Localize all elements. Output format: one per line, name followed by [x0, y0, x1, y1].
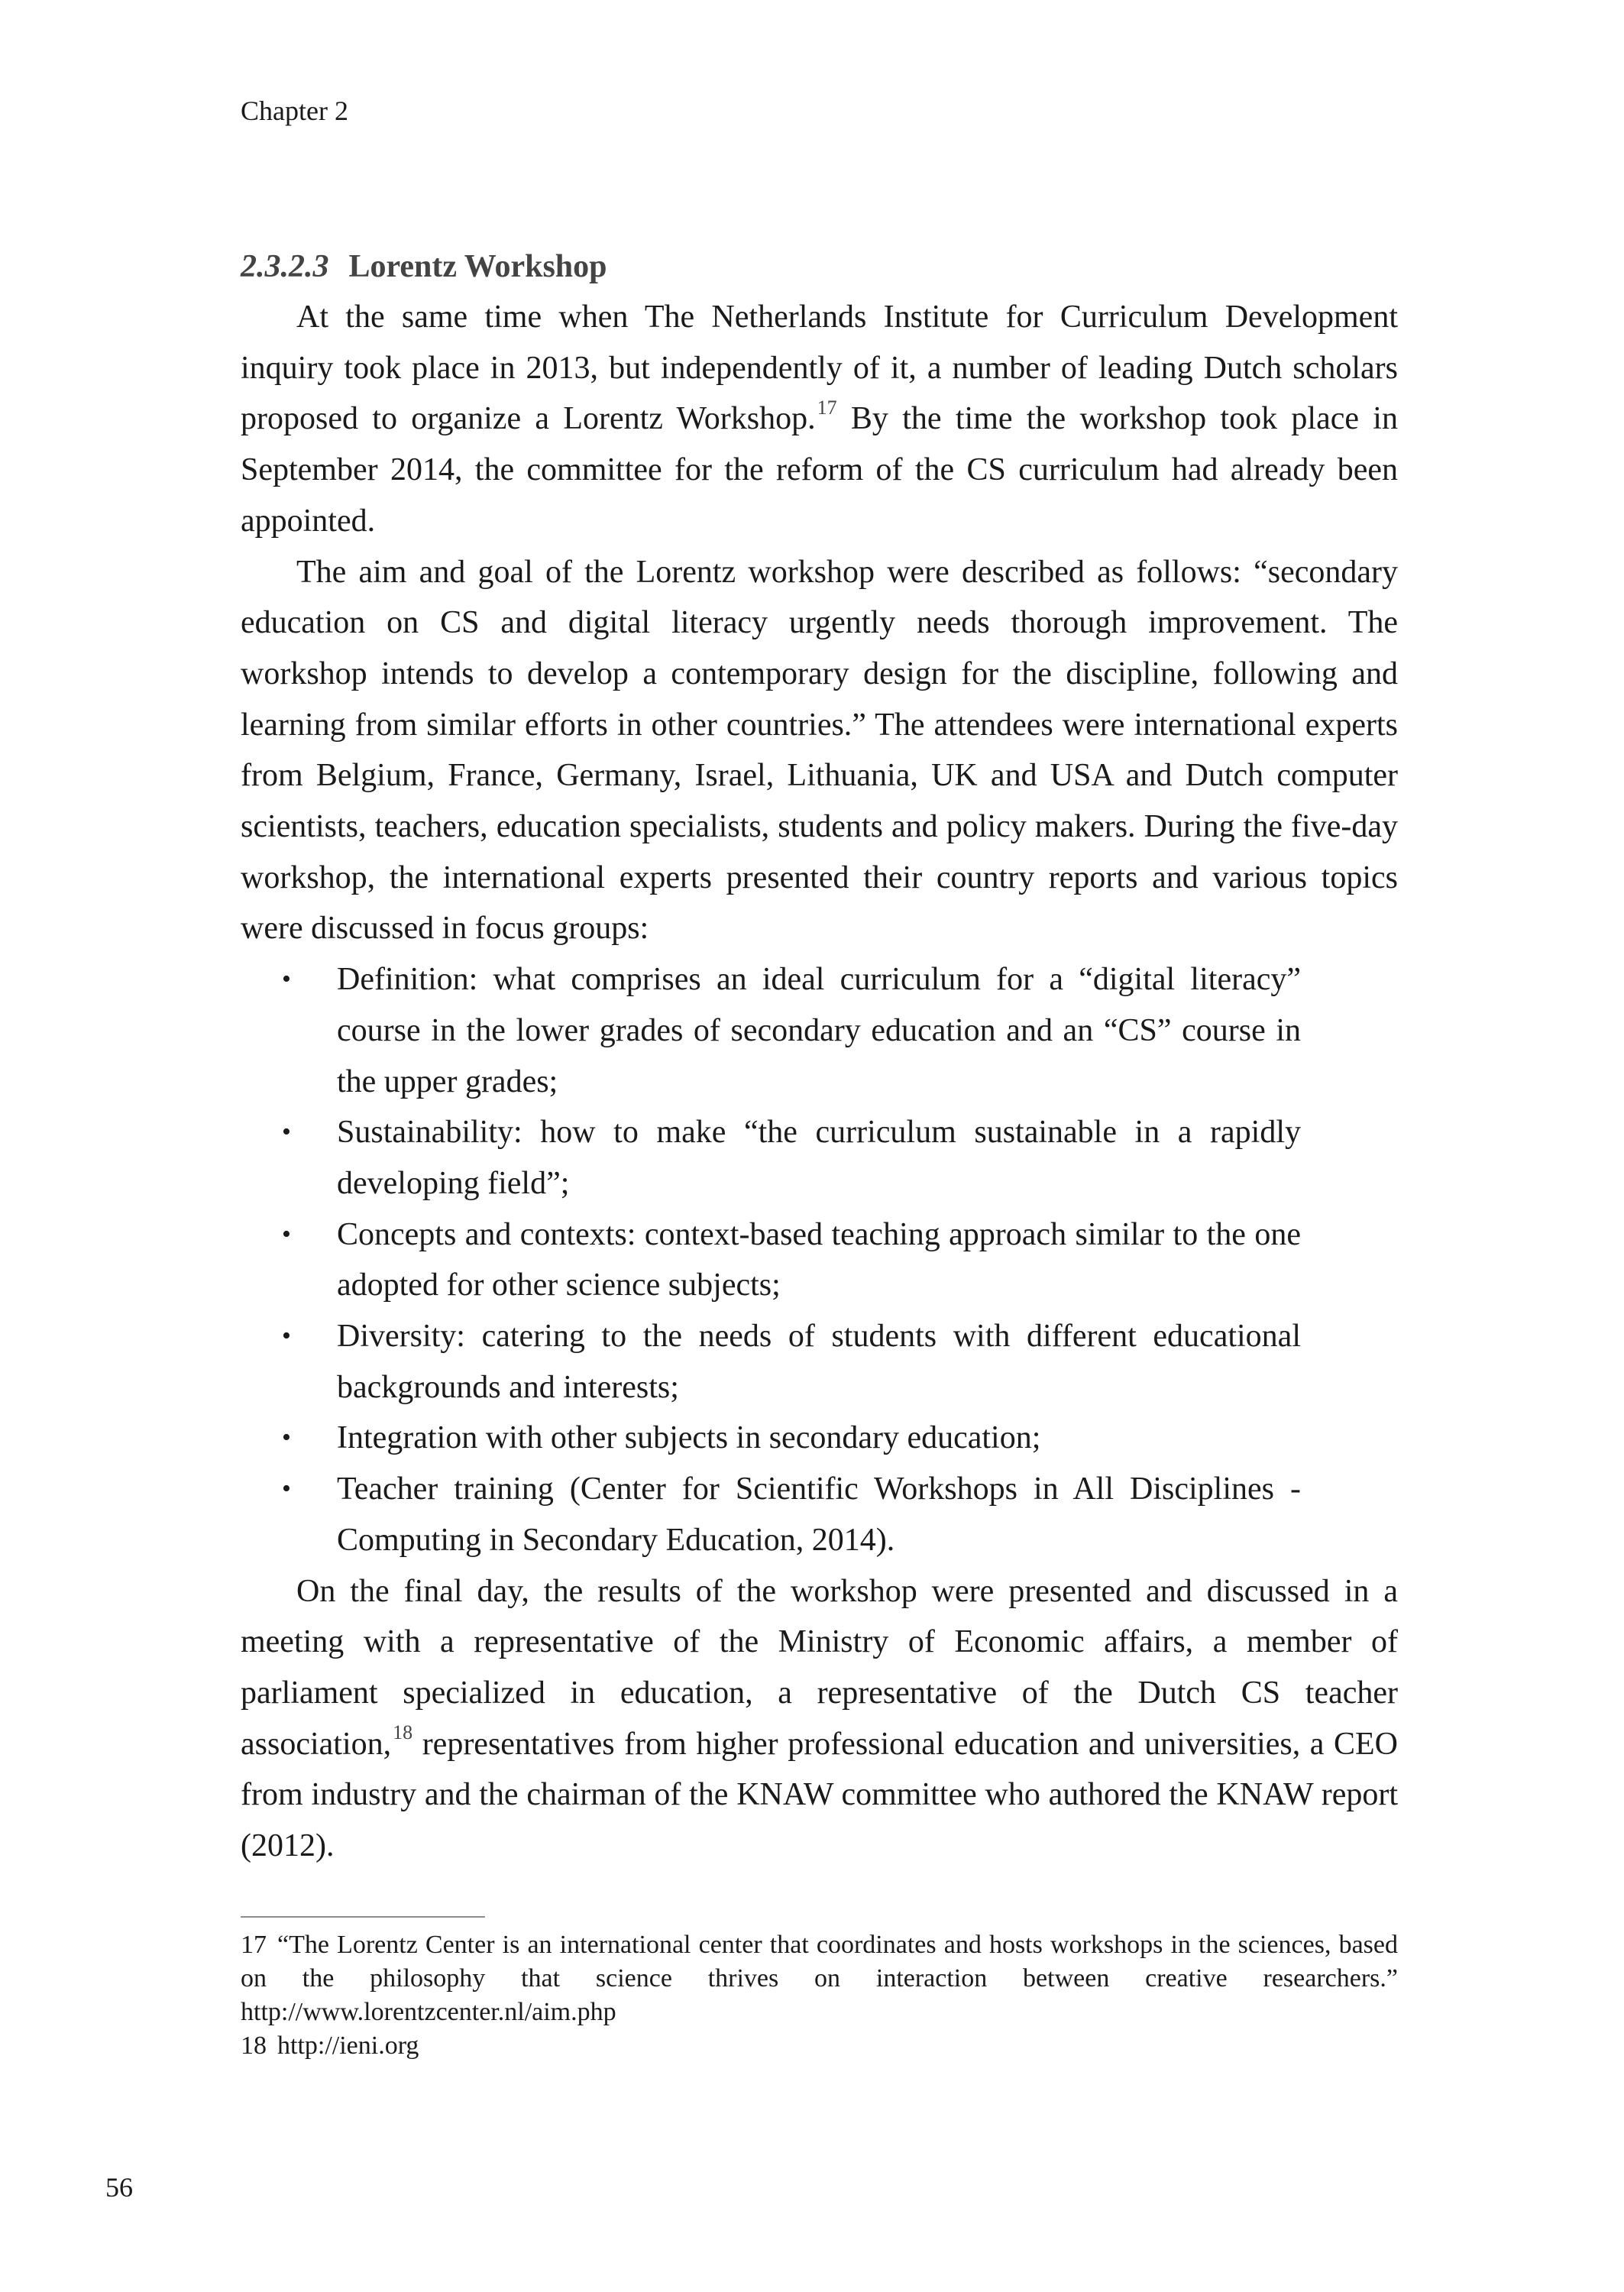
page-number: 56 [105, 2172, 133, 2203]
running-head: Chapter 2 [241, 96, 348, 126]
bullet-icon: • [282, 965, 291, 994]
paragraph-1 [241, 292, 1398, 547]
list-item [282, 1464, 1301, 1565]
footnote-number: 18 [241, 2031, 267, 2060]
list-item-text: Sustainability: how to make “the curriculum sustainable in a rapidly developing field”; [337, 1115, 1301, 1201]
paragraph-1-text-a: At the same time when The Netherlands Institute for Curriculum Development inquiry took place in 2013, but independently of it, a number of leading Dutch scholars proposed to organize a Lorentz Workshop. [241, 299, 1398, 437]
section-title: Lorentz Workshop [348, 249, 607, 284]
footnotes [241, 1928, 1398, 2063]
section-number: 2.3.2.3 [241, 249, 329, 284]
list-item-text: Concepts and contexts: context-based teaching approach similar to the one adopted for other science subjects; [337, 1216, 1301, 1303]
footnote-divider [241, 1916, 485, 1918]
list-item [282, 1311, 1301, 1413]
paragraph-2: The aim and goal of the Lorentz workshop were described as follows: “secondary education on CS and digital literacy urgently needs thorough improvement. The workshop intends to develop a contemporary design for the discipline, following and learning from similar efforts in other countries.” The attendees were international experts from Belgium, France, Germany, Israel, Lithuania, UK and USA and Dutch computer scientists, teachers, education specialists, students and policy makers. During the five-day workshop, the international experts presented their country reports and various topics were discussed in focus groups: [241, 554, 1398, 947]
footnote-18 [241, 2029, 1398, 2063]
bullet-icon: • [282, 1322, 291, 1351]
bullet-icon: • [282, 1219, 291, 1248]
list-item-text: Definition: what comprises an ideal curriculum for a “digital literacy” course in the lower grades of secondary education and an “CS” course in the upper grades; [337, 962, 1301, 1099]
list-item [282, 1209, 1301, 1311]
paragraph-3 [241, 1566, 1398, 1872]
footnote-ref-18[interactable]: 18 [393, 1721, 413, 1744]
bullet-icon: • [282, 1118, 291, 1147]
bullet-icon: • [282, 1423, 291, 1452]
paragraph-3-text-b: representatives from higher professional education and universities, a CEO from industry and the chairman of the KNAW committee who authored the KNAW report (2012). [241, 1726, 1398, 1864]
footnote-17 [241, 1928, 1398, 2029]
list-item-text: Diversity: catering to the needs of students with different educational backgrounds and interests; [337, 1319, 1301, 1405]
footnote-text[interactable]: “The Lorentz Center is an international center that coordinates and hosts workshops in the sciences, based on the philosophy that science thrives on interaction between creative researchers.” http://www.lorentzcenter.nl/aim.php [241, 1931, 1398, 2026]
footnote-number: 17 [241, 1931, 267, 1959]
bullet-icon: • [282, 1475, 291, 1504]
paragraph-1-text-b: By the time the workshop took place in September 2014, the committee for the reform of the CS curriculum had already been appointed. [241, 401, 1398, 539]
list-item [282, 1107, 1301, 1209]
main-content [241, 241, 1398, 1872]
list-item [282, 954, 1301, 1107]
list-item-text: Teacher training (Center for Scientific Workshops in All Disciplines - Computing in Secondary Education, 2014). [337, 1471, 1301, 1558]
section-heading [241, 241, 1398, 292]
focus-groups-list [241, 954, 1301, 1565]
footnote-ref-17[interactable]: 17 [817, 396, 837, 419]
paragraph-3-text-a: On the final day, the results of the workshop were presented and discussed in a meeting with a representative of the Ministry of Economic affairs, a member of parliament specialized in education, a representative of the Dutch CS teacher association, [241, 1573, 1398, 1762]
list-item [282, 1413, 1301, 1464]
list-item-text: Integration with other subjects in secondary education; [337, 1420, 1041, 1456]
footnote-link[interactable]: http://ieni.org [277, 2031, 419, 2060]
